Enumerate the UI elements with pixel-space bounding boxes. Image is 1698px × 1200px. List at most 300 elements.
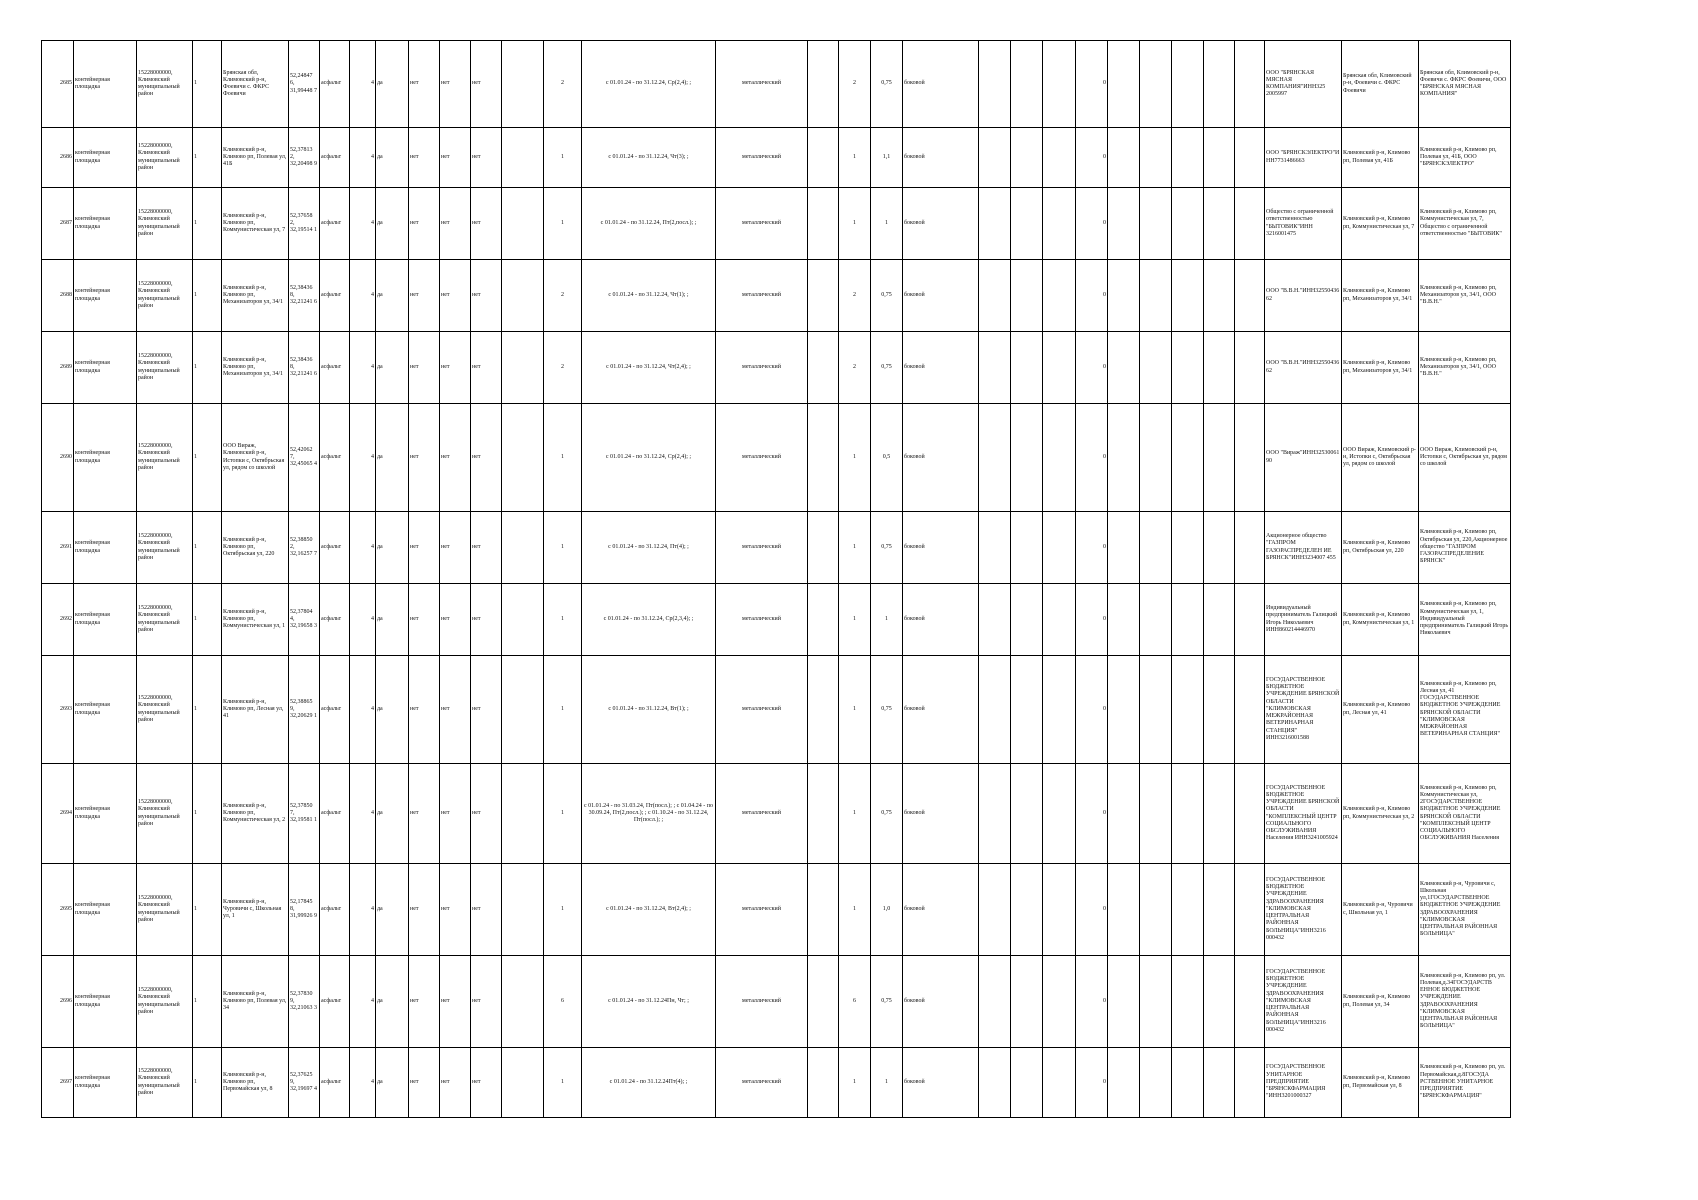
load-type: боковой bbox=[903, 584, 979, 656]
address: Климовский р-н, Климово рп, Октябрьская ул, 220 bbox=[222, 512, 289, 584]
container-volume: 0,75 bbox=[871, 764, 903, 864]
waste-source: Климовский р-н, Климово рп, Полевая ул, 41Б, ООО "БРЯНСКЭЛЕКТРО" bbox=[1419, 128, 1511, 188]
empty-cell bbox=[1011, 656, 1043, 764]
address: Климовский р-н, Климово рп, Полевая ул, 41Б bbox=[222, 128, 289, 188]
surface: асфальт bbox=[320, 332, 350, 404]
empty-cell bbox=[808, 188, 839, 260]
owner: ГОСУДАРСТВЕННОЕ БЮДЖЕТНОЕ УЧРЕЖДЕНИЕ ЗДРАВООХРАНЕНИЯ "КЛИМОВСКАЯ ЦЕНТРАЛЬНАЯ РАЙОННАЯ БОЛЬНИЦА"ИНН3216 000432 bbox=[1265, 864, 1342, 956]
coordinates: 52,24847 6, 31,99448 7 bbox=[289, 41, 320, 128]
empty-cell bbox=[1235, 260, 1265, 332]
empty-cell bbox=[1204, 656, 1235, 764]
waste-source: Климовский р-н, Климово рп, Коммунистическая ул, 1, Индивидуальный предприниматель Галицкий Игорь Николаевич bbox=[1419, 584, 1511, 656]
value-a: 1 bbox=[193, 404, 222, 512]
zero-value: 0 bbox=[1076, 512, 1108, 584]
row-number: 2693 bbox=[42, 656, 74, 764]
table-row bbox=[42, 404, 1511, 512]
flag-d: нет bbox=[471, 332, 502, 404]
waste-source: ООО Вираж, Климовский р-н, Истопки с, Октябрьская ул, рядом со школой bbox=[1419, 404, 1511, 512]
load-type: боковой bbox=[903, 512, 979, 584]
place-type: контейнерная площадка bbox=[74, 656, 137, 764]
container-qty: 2 bbox=[839, 41, 871, 128]
empty-cell bbox=[979, 1048, 1011, 1118]
waste-source: Климовский р-н, Климово рп, Коммунистическая ул, 7, Общество с ограниченной ответственностью "БЫТОВИК" bbox=[1419, 188, 1511, 260]
oktmo: 15228000000, Климовский муниципальный район bbox=[137, 864, 193, 956]
row-number: 2695 bbox=[42, 864, 74, 956]
empty-cell bbox=[1011, 41, 1043, 128]
surface: асфальт bbox=[320, 656, 350, 764]
empty-cell bbox=[1108, 404, 1140, 512]
empty-cell bbox=[1043, 864, 1076, 956]
oktmo: 15228000000, Климовский муниципальный район bbox=[137, 41, 193, 128]
surface: асфальт bbox=[320, 188, 350, 260]
container-qty: 1 bbox=[839, 188, 871, 260]
address: Климовский р-н, Климово рп, Механизаторов ул, 34/1 bbox=[222, 260, 289, 332]
table-row bbox=[42, 260, 1511, 332]
empty-cell bbox=[1172, 764, 1204, 864]
material: металлический bbox=[716, 956, 808, 1048]
coordinates: 52,42062 7, 32,45065 4 bbox=[289, 404, 320, 512]
value-a: 1 bbox=[193, 188, 222, 260]
empty-cell bbox=[1204, 1048, 1235, 1118]
empty-cell bbox=[1204, 404, 1235, 512]
place-type: контейнерная площадка bbox=[74, 260, 137, 332]
container-qty: 1 bbox=[839, 404, 871, 512]
value-b: 4 bbox=[350, 128, 376, 188]
container-volume: 0,75 bbox=[871, 512, 903, 584]
empty-cell bbox=[808, 332, 839, 404]
flag-roof: да bbox=[376, 512, 409, 584]
material: металлический bbox=[716, 512, 808, 584]
empty-cell bbox=[1043, 188, 1076, 260]
flag-d: нет bbox=[471, 404, 502, 512]
empty-cell bbox=[1108, 764, 1140, 864]
empty-cell bbox=[1011, 864, 1043, 956]
empty-cell bbox=[1172, 332, 1204, 404]
empty-cell bbox=[502, 128, 544, 188]
empty-cell bbox=[1172, 404, 1204, 512]
empty-cell bbox=[1140, 41, 1172, 128]
owner-address: Климовский р-н, Климово рп, Коммунистическая ул, 7 bbox=[1342, 188, 1419, 260]
flag-b: нет bbox=[409, 656, 440, 764]
empty-cell bbox=[1043, 764, 1076, 864]
flag-c: нет bbox=[440, 332, 471, 404]
oktmo: 15228000000, Климовский муниципальный район bbox=[137, 512, 193, 584]
zero-value: 0 bbox=[1076, 864, 1108, 956]
container-qty: 2 bbox=[839, 332, 871, 404]
container-count: 2 bbox=[544, 332, 582, 404]
container-volume: 1 bbox=[871, 1048, 903, 1118]
place-type: контейнерная площадка bbox=[74, 188, 137, 260]
schedule: с 01.01.24 - по 31.12.24, Пт(2,посл.); ; bbox=[582, 188, 716, 260]
registry-table bbox=[41, 40, 1511, 1118]
empty-cell bbox=[1172, 1048, 1204, 1118]
empty-cell bbox=[1204, 188, 1235, 260]
flag-d: нет bbox=[471, 864, 502, 956]
flag-roof: да bbox=[376, 764, 409, 864]
zero-value: 0 bbox=[1076, 332, 1108, 404]
zero-value: 0 bbox=[1076, 404, 1108, 512]
schedule: с 01.01.24 - по 31.12.24, Чт(2,4); ; bbox=[582, 332, 716, 404]
empty-cell bbox=[1043, 332, 1076, 404]
table-row bbox=[42, 956, 1511, 1048]
surface: асфальт bbox=[320, 764, 350, 864]
address: Климовский р-н, Чуровичи с, Школьная ул, 1 bbox=[222, 864, 289, 956]
flag-d: нет bbox=[471, 188, 502, 260]
empty-cell bbox=[1172, 512, 1204, 584]
value-a: 1 bbox=[193, 332, 222, 404]
flag-b: нет bbox=[409, 956, 440, 1048]
empty-cell bbox=[979, 512, 1011, 584]
waste-source: Климовский р-н, Чуровичи с, Школьная ул,1ГОСУДАРСТВЕННОЕ БЮДЖЕТНОЕ УЧРЕЖДЕНИЕ ЗДРАВООХРАНЕНИЯ "КЛИМОВСКАЯ ЦЕНТРАЛЬНАЯ РАЙОННАЯ БОЛЬНИЦА" bbox=[1419, 864, 1511, 956]
oktmo: 15228000000, Климовский муниципальный район bbox=[137, 584, 193, 656]
place-type: контейнерная площадка bbox=[74, 404, 137, 512]
container-qty: 1 bbox=[839, 584, 871, 656]
coordinates: 52,37813 2, 32,20498 9 bbox=[289, 128, 320, 188]
flag-c: нет bbox=[440, 584, 471, 656]
flag-b: нет bbox=[409, 864, 440, 956]
empty-cell bbox=[1043, 584, 1076, 656]
schedule: с 01.01.24 - по 31.12.24, Ср(2,4); ; bbox=[582, 404, 716, 512]
container-count: 2 bbox=[544, 260, 582, 332]
row-number: 2690 bbox=[42, 404, 74, 512]
empty-cell bbox=[1011, 956, 1043, 1048]
flag-b: нет bbox=[409, 584, 440, 656]
value-b: 4 bbox=[350, 584, 376, 656]
value-b: 4 bbox=[350, 656, 376, 764]
empty-cell bbox=[1204, 764, 1235, 864]
place-type: контейнерная площадка bbox=[74, 332, 137, 404]
empty-cell bbox=[808, 584, 839, 656]
container-qty: 1 bbox=[839, 128, 871, 188]
flag-d: нет bbox=[471, 512, 502, 584]
flag-b: нет bbox=[409, 332, 440, 404]
empty-cell bbox=[502, 41, 544, 128]
flag-roof: да bbox=[376, 128, 409, 188]
waste-source: Климовский р-н, Климово рп, Механизаторов ул, 34/1, ООО "В.В.Н." bbox=[1419, 260, 1511, 332]
owner-address: Климовский р-н, Климово рп, Полевая ул, 34 bbox=[1342, 956, 1419, 1048]
empty-cell bbox=[1204, 128, 1235, 188]
container-qty: 1 bbox=[839, 1048, 871, 1118]
flag-roof: да bbox=[376, 864, 409, 956]
flag-roof: да bbox=[376, 188, 409, 260]
waste-source: Климовский р-н, Климово рп, Октябрьская ул, 220,Акционерное общество "ГАЗПРОМ ГАЗОРАСПРЕДЕЛЕНИЕ БРЯНСК" bbox=[1419, 512, 1511, 584]
flag-c: нет bbox=[440, 512, 471, 584]
flag-c: нет bbox=[440, 128, 471, 188]
surface: асфальт bbox=[320, 128, 350, 188]
owner-address: Климовский р-н, Климово рп, Октябрьская ул, 220 bbox=[1342, 512, 1419, 584]
empty-cell bbox=[502, 584, 544, 656]
surface: асфальт bbox=[320, 864, 350, 956]
table-row bbox=[42, 864, 1511, 956]
container-volume: 0,75 bbox=[871, 956, 903, 1048]
empty-cell bbox=[1108, 260, 1140, 332]
value-b: 4 bbox=[350, 188, 376, 260]
flag-d: нет bbox=[471, 1048, 502, 1118]
container-count: 1 bbox=[544, 512, 582, 584]
container-volume: 1,1 bbox=[871, 128, 903, 188]
empty-cell bbox=[808, 1048, 839, 1118]
zero-value: 0 bbox=[1076, 764, 1108, 864]
address: Климовский р-н, Климово рп, Лесная ул, 41 bbox=[222, 656, 289, 764]
coordinates: 52,38850 2, 32,16257 7 bbox=[289, 512, 320, 584]
empty-cell bbox=[1108, 1048, 1140, 1118]
empty-cell bbox=[979, 864, 1011, 956]
flag-c: нет bbox=[440, 656, 471, 764]
container-qty: 1 bbox=[839, 656, 871, 764]
empty-cell bbox=[979, 188, 1011, 260]
surface: асфальт bbox=[320, 404, 350, 512]
zero-value: 0 bbox=[1076, 188, 1108, 260]
empty-cell bbox=[1108, 864, 1140, 956]
empty-cell bbox=[979, 332, 1011, 404]
empty-cell bbox=[808, 656, 839, 764]
empty-cell bbox=[808, 956, 839, 1048]
empty-cell bbox=[1011, 188, 1043, 260]
load-type: боковой bbox=[903, 864, 979, 956]
empty-cell bbox=[1043, 656, 1076, 764]
container-qty: 1 bbox=[839, 764, 871, 864]
material: металлический bbox=[716, 864, 808, 956]
owner: ГОСУДАРСТВЕННОЕ УНИТАРНОЕ ПРЕДПРИЯТИЕ "БРЯНСКФАРМАЦИЯ "ИНН3201000327 bbox=[1265, 1048, 1342, 1118]
empty-cell bbox=[1108, 956, 1140, 1048]
load-type: боковой bbox=[903, 956, 979, 1048]
container-volume: 0,75 bbox=[871, 656, 903, 764]
schedule: с 01.01.24 - по 31.12.24, Пт(4); ; bbox=[582, 512, 716, 584]
empty-cell bbox=[502, 864, 544, 956]
schedule: с 01.01.24 - по 31.12.24, Чт(1); ; bbox=[582, 260, 716, 332]
flag-d: нет bbox=[471, 41, 502, 128]
waste-source: Брянская обл, Климовский р-н, Фоевичи с. ФКРС Фоевичи, ООО "БРЯНСКАЯ МЯСНАЯ КОМПАНИЯ" bbox=[1419, 41, 1511, 128]
empty-cell bbox=[1235, 656, 1265, 764]
empty-cell bbox=[1172, 864, 1204, 956]
waste-source: Климовский р-н, Климово рп, Лесная ул, 41 ГОСУДАРСТВЕННОЕ БЮДЖЕТНОЕ УЧРЕЖДЕНИЕ БРЯНСКОЙ ОБЛАСТИ "КЛИМОВСКАЯ МЕЖРАЙОННАЯ ВЕТЕРИНАРНАЯ СТАНЦИЯ" bbox=[1419, 656, 1511, 764]
empty-cell bbox=[1108, 41, 1140, 128]
empty-cell bbox=[1043, 128, 1076, 188]
flag-roof: да bbox=[376, 41, 409, 128]
material: металлический bbox=[716, 656, 808, 764]
empty-cell bbox=[979, 41, 1011, 128]
waste-source: Климовский р-н, Климово рп, Механизаторов ул, 34/1, ООО "В.В.Н." bbox=[1419, 332, 1511, 404]
container-count: 1 bbox=[544, 1048, 582, 1118]
value-b: 4 bbox=[350, 512, 376, 584]
load-type: боковой bbox=[903, 656, 979, 764]
empty-cell bbox=[808, 128, 839, 188]
place-type: контейнерная площадка bbox=[74, 512, 137, 584]
coordinates: 52,38436 8, 32,21241 6 bbox=[289, 260, 320, 332]
empty-cell bbox=[1172, 584, 1204, 656]
flag-b: нет bbox=[409, 512, 440, 584]
empty-cell bbox=[1204, 41, 1235, 128]
owner: ГОСУДАРСТВЕННОЕ БЮДЖЕТНОЕ УЧРЕЖДЕНИЕ ЗДРАВООХРАНЕНИЯ "КЛИМОВСКАЯ ЦЕНТРАЛЬНАЯ РАЙОННАЯ БОЛЬНИЦА"ИНН3216 000432 bbox=[1265, 956, 1342, 1048]
flag-d: нет bbox=[471, 128, 502, 188]
flag-c: нет bbox=[440, 260, 471, 332]
empty-cell bbox=[1172, 656, 1204, 764]
row-number: 2696 bbox=[42, 956, 74, 1048]
oktmo: 15228000000, Климовский муниципальный район bbox=[137, 188, 193, 260]
empty-cell bbox=[1011, 1048, 1043, 1118]
row-number: 2689 bbox=[42, 332, 74, 404]
value-b: 4 bbox=[350, 41, 376, 128]
surface: асфальт bbox=[320, 41, 350, 128]
container-qty: 6 bbox=[839, 956, 871, 1048]
value-a: 1 bbox=[193, 41, 222, 128]
empty-cell bbox=[502, 332, 544, 404]
zero-value: 0 bbox=[1076, 41, 1108, 128]
table-row bbox=[42, 332, 1511, 404]
flag-b: нет bbox=[409, 260, 440, 332]
address: ООО Вираж, Климовский р-н, Истопки с, Октябрьская ул, рядом со школой bbox=[222, 404, 289, 512]
owner: ООО "БРЯНСКАЯ МЯСНАЯ КОМПАНИЯ"ИНН325 2005997 bbox=[1265, 41, 1342, 128]
container-count: 1 bbox=[544, 764, 582, 864]
flag-c: нет bbox=[440, 956, 471, 1048]
flag-b: нет bbox=[409, 764, 440, 864]
empty-cell bbox=[1204, 332, 1235, 404]
value-a: 1 bbox=[193, 1048, 222, 1118]
surface: асфальт bbox=[320, 584, 350, 656]
empty-cell bbox=[1140, 404, 1172, 512]
flag-b: нет bbox=[409, 41, 440, 128]
table-row bbox=[42, 512, 1511, 584]
schedule: с 01.01.24 - по 31.03.24, Пт(посл.); ; с 01.04.24 - по 30.09.24, Пт(2,посл.); ; с 01.10.24 - по 31.12.24, Пт(посл.); ; bbox=[582, 764, 716, 864]
load-type: боковой bbox=[903, 128, 979, 188]
address: Брянская обл, Климовский р-н, Фоевичи с. ФКРС Фоевичи bbox=[222, 41, 289, 128]
empty-cell bbox=[1108, 332, 1140, 404]
empty-cell bbox=[1140, 764, 1172, 864]
owner-address: Климовский р-н, Климово рп, Механизаторов ул, 34/1 bbox=[1342, 260, 1419, 332]
empty-cell bbox=[1140, 864, 1172, 956]
coordinates: 52,37850 7, 32,19581 1 bbox=[289, 764, 320, 864]
oktmo: 15228000000, Климовский муниципальный район bbox=[137, 956, 193, 1048]
empty-cell bbox=[1011, 764, 1043, 864]
zero-value: 0 bbox=[1076, 956, 1108, 1048]
container-volume: 1,0 bbox=[871, 864, 903, 956]
place-type: контейнерная площадка bbox=[74, 764, 137, 864]
empty-cell bbox=[1140, 260, 1172, 332]
container-volume: 0,5 bbox=[871, 404, 903, 512]
load-type: боковой bbox=[903, 764, 979, 864]
flag-roof: да bbox=[376, 1048, 409, 1118]
empty-cell bbox=[1172, 188, 1204, 260]
empty-cell bbox=[1011, 584, 1043, 656]
zero-value: 0 bbox=[1076, 128, 1108, 188]
material: металлический bbox=[716, 584, 808, 656]
empty-cell bbox=[1140, 584, 1172, 656]
empty-cell bbox=[1204, 512, 1235, 584]
material: металлический bbox=[716, 1048, 808, 1118]
address: Климовский р-н, Климово рп, Коммунистическая ул, 1 bbox=[222, 584, 289, 656]
flag-c: нет bbox=[440, 41, 471, 128]
container-qty: 2 bbox=[839, 260, 871, 332]
container-count: 1 bbox=[544, 404, 582, 512]
container-count: 1 bbox=[544, 656, 582, 764]
waste-source: Климовский р-н, Климово рп, ул. Полевая,д.34ГОСУДАРСТВ ЕННОЕ БЮДЖЕТНОЕ УЧРЕЖДЕНИЕ ЗДРАВООХРАНЕНИЯ "КЛИМОВСКАЯ ЦЕНТРАЛЬНАЯ РАЙОННАЯ БОЛЬНИЦА" bbox=[1419, 956, 1511, 1048]
empty-cell bbox=[1235, 1048, 1265, 1118]
owner: ООО "Вираж"ИНН32530061 90 bbox=[1265, 404, 1342, 512]
value-a: 1 bbox=[193, 584, 222, 656]
owner: Акционерное общество "ГАЗПРОМ ГАЗОРАСПРЕДЕЛЕН ИЕ БРЯНСК"ИНН3234007 455 bbox=[1265, 512, 1342, 584]
empty-cell bbox=[1108, 128, 1140, 188]
value-b: 4 bbox=[350, 956, 376, 1048]
empty-cell bbox=[1235, 864, 1265, 956]
owner-address: Брянская обл, Климовский р-н, Фоевичи с. ФКРС Фоевичи bbox=[1342, 41, 1419, 128]
flag-roof: да bbox=[376, 584, 409, 656]
empty-cell bbox=[1172, 956, 1204, 1048]
empty-cell bbox=[1108, 584, 1140, 656]
empty-cell bbox=[502, 656, 544, 764]
container-volume: 0,75 bbox=[871, 332, 903, 404]
value-b: 4 bbox=[350, 332, 376, 404]
oktmo: 15228000000, Климовский муниципальный район bbox=[137, 1048, 193, 1118]
empty-cell bbox=[502, 956, 544, 1048]
empty-cell bbox=[979, 584, 1011, 656]
owner-address: Климовский р-н, Климово рп, Первомайская ул, 8 bbox=[1342, 1048, 1419, 1118]
owner-address: Климовский р-н, Климово рп, Коммунистическая ул, 1 bbox=[1342, 584, 1419, 656]
empty-cell bbox=[1235, 956, 1265, 1048]
container-volume: 0,75 bbox=[871, 41, 903, 128]
place-type: контейнерная площадка bbox=[74, 584, 137, 656]
flag-d: нет bbox=[471, 656, 502, 764]
surface: асфальт bbox=[320, 260, 350, 332]
coordinates: 52,37625 9, 32,19697 4 bbox=[289, 1048, 320, 1118]
value-b: 4 bbox=[350, 1048, 376, 1118]
empty-cell bbox=[979, 956, 1011, 1048]
empty-cell bbox=[1172, 260, 1204, 332]
empty-cell bbox=[808, 260, 839, 332]
row-number: 2691 bbox=[42, 512, 74, 584]
table-row bbox=[42, 1048, 1511, 1118]
value-a: 1 bbox=[193, 656, 222, 764]
empty-cell bbox=[1140, 188, 1172, 260]
coordinates: 52,38436 8, 32,21241 6 bbox=[289, 332, 320, 404]
flag-roof: да bbox=[376, 332, 409, 404]
row-number: 2694 bbox=[42, 764, 74, 864]
empty-cell bbox=[502, 512, 544, 584]
empty-cell bbox=[1235, 332, 1265, 404]
load-type: боковой bbox=[903, 332, 979, 404]
table-row bbox=[42, 188, 1511, 260]
empty-cell bbox=[1235, 41, 1265, 128]
load-type: боковой bbox=[903, 1048, 979, 1118]
value-b: 4 bbox=[350, 864, 376, 956]
owner: ООО "В.В.Н."ИНН32550436 62 bbox=[1265, 260, 1342, 332]
flag-d: нет bbox=[471, 260, 502, 332]
flag-b: нет bbox=[409, 404, 440, 512]
empty-cell bbox=[1204, 584, 1235, 656]
schedule: с 01.01.24 - по 31.12.24, Чт(3); ; bbox=[582, 128, 716, 188]
owner: ООО "БРЯНСКЭЛЕКТРО"И НН7731486663 bbox=[1265, 128, 1342, 188]
empty-cell bbox=[1011, 332, 1043, 404]
oktmo: 15228000000, Климовский муниципальный район bbox=[137, 260, 193, 332]
empty-cell bbox=[1140, 512, 1172, 584]
table-row bbox=[42, 41, 1511, 128]
load-type: боковой bbox=[903, 404, 979, 512]
empty-cell bbox=[1235, 188, 1265, 260]
value-a: 1 bbox=[193, 956, 222, 1048]
oktmo: 15228000000, Климовский муниципальный район bbox=[137, 332, 193, 404]
value-a: 1 bbox=[193, 128, 222, 188]
empty-cell bbox=[1204, 956, 1235, 1048]
empty-cell bbox=[1235, 584, 1265, 656]
empty-cell bbox=[979, 260, 1011, 332]
empty-cell bbox=[1043, 512, 1076, 584]
flag-c: нет bbox=[440, 1048, 471, 1118]
oktmo: 15228000000, Климовский муниципальный район bbox=[137, 404, 193, 512]
material: металлический bbox=[716, 128, 808, 188]
empty-cell bbox=[979, 656, 1011, 764]
table-row bbox=[42, 128, 1511, 188]
address: Климовский р-н, Климово рп, Полевая ул, 34 bbox=[222, 956, 289, 1048]
empty-cell bbox=[808, 404, 839, 512]
